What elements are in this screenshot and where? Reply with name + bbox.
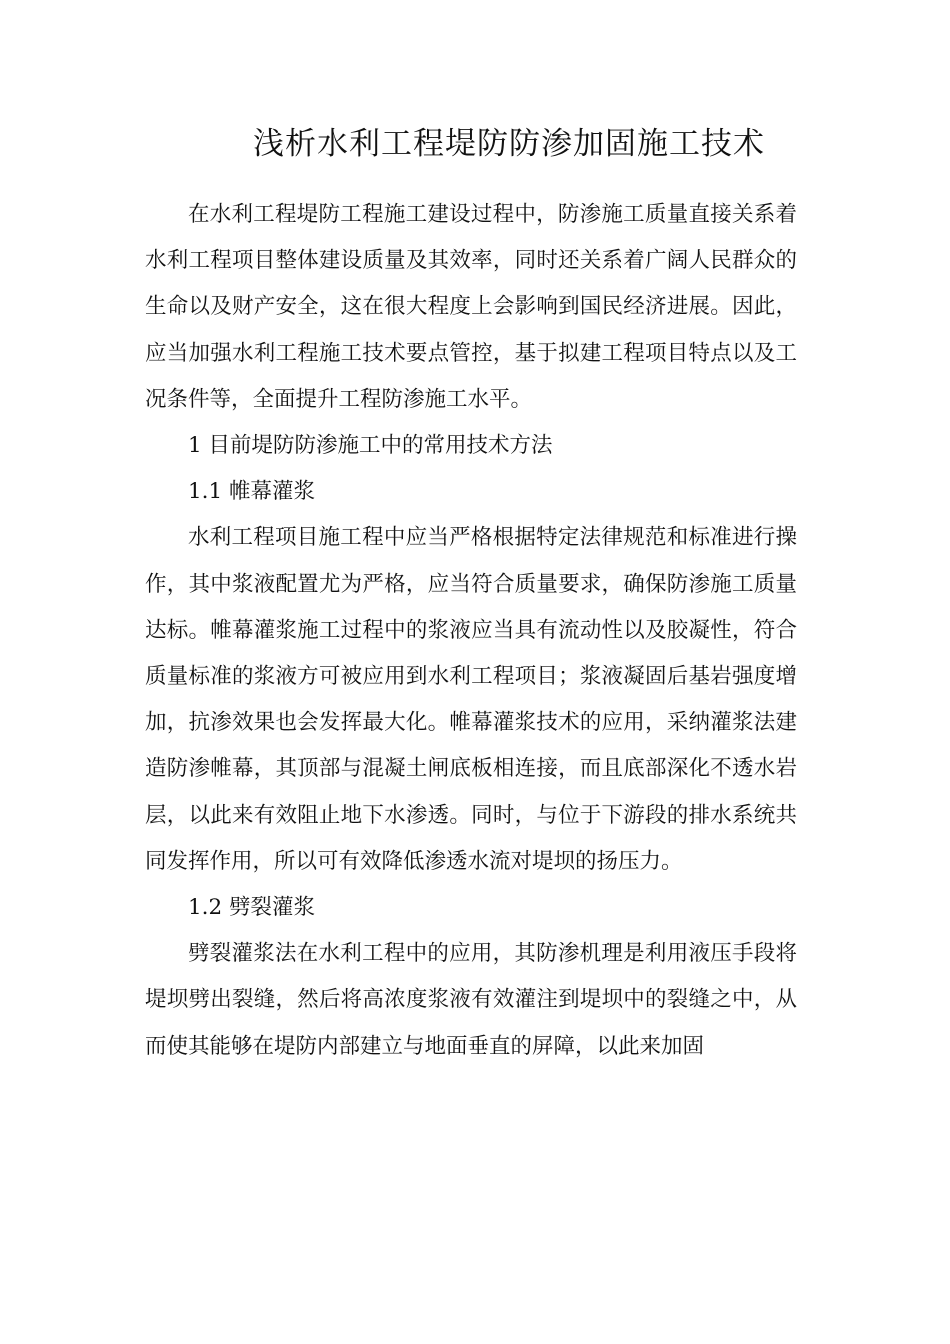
paragraph-intro: 在水利工程堤防工程施工建设过程中，防渗施工质量直接关系着水利工程项目整体建设质量及其效率，同时还关系着广阔人民群众的生命以及财产安全，这在很大程度上会影响到国民经济进展。因此，应当加强水利工程施工技术要点管控，基于拟建工程项目特点以及工况条件等，全面提升工程防渗施工水平。 — [145, 202, 797, 412]
document-body — [145, 192, 797, 1070]
paragraph-curtain-grouting: 水利工程项目施工程中应当严格根据特定法律规范和标准进行操作，其中浆液配置尤为严格，应当符合质量要求，确保防渗施工质量达标。帷幕灌浆施工过程中的浆液应当具有流动性以及胶凝性，符合质量标准的浆液方可被应用到水利工程项目；浆液凝固后基岩强度增加，抗渗效果也会发挥最大化。帷幕灌浆技术的应用，采纳灌浆法建造防渗帷幕，其顶部与混凝土闸底板相连接，而且底部深化不透水岩层，以此来有效阻止地下水渗透。同时，与位于下游段的排水系统共同发挥作用，所以可有效降低渗透水流对堤坝的扬压力。 — [145, 525, 797, 874]
subsection-heading-1-1: 1.1 帷幕灌浆 — [188, 479, 316, 505]
subsection-heading-1-2: 1.2 劈裂灌浆 — [188, 895, 316, 921]
paragraph-split-grouting: 劈裂灌浆法在水利工程中的应用，其防渗机理是利用液压手段将堤坝劈出裂缝，然后将高浓度浆液有效灌注到堤坝中的裂缝之中，从而使其能够在堤防内部建立与地面垂直的屏障，以此来加固 — [145, 941, 797, 1059]
document-title: 浅析水利工程堤防防渗加固施工技术 — [253, 126, 765, 162]
section-heading-1: 1 目前堤防防渗施工中的常用技术方法 — [188, 433, 553, 459]
